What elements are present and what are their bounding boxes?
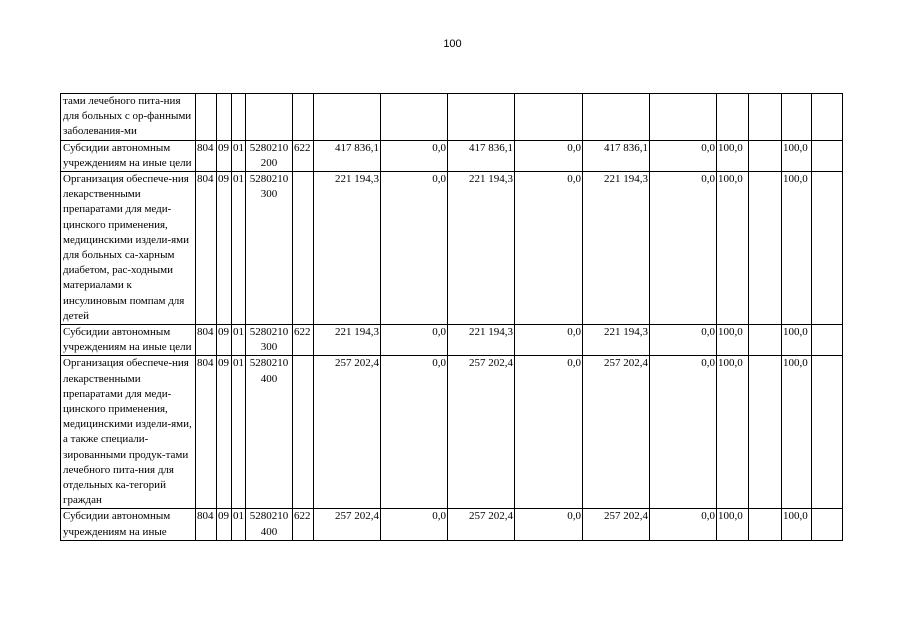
cell-amount-2: 0,0 xyxy=(381,325,448,356)
cell-ved: 804 xyxy=(196,325,217,356)
cell-empty xyxy=(812,509,843,540)
cell-rz: 09 xyxy=(217,172,232,325)
cell-amount-1: 257 202,4 xyxy=(314,509,381,540)
cell-amount-1: 221 194,3 xyxy=(314,325,381,356)
cell-empty xyxy=(749,172,782,325)
cell-amount-5: 221 194,3 xyxy=(583,325,650,356)
cell-amount-5: 221 194,3 xyxy=(583,172,650,325)
cell-vr: 622 xyxy=(293,509,314,540)
cell-amount-3: 417 836,1 xyxy=(448,140,515,171)
cell-amount-6 xyxy=(650,94,717,141)
cell-rz: 09 xyxy=(217,140,232,171)
cell-percent-1: 100,0 xyxy=(717,509,749,540)
cell-amount-6: 0,0 xyxy=(650,140,717,171)
cell-empty xyxy=(749,140,782,171)
cell-amount-2: 0,0 xyxy=(381,140,448,171)
cell-percent-1 xyxy=(717,94,749,141)
cell-pr: 01 xyxy=(232,172,246,325)
cell-empty xyxy=(812,172,843,325)
cell-pr: 01 xyxy=(232,356,246,509)
cell-percent-2: 100,0 xyxy=(782,172,812,325)
page-number: 100 xyxy=(443,38,462,50)
cell-amount-2: 0,0 xyxy=(381,509,448,540)
cell-vr xyxy=(293,94,314,141)
cell-pr: 01 xyxy=(232,325,246,356)
table-row xyxy=(61,509,843,540)
cell-amount-3: 221 194,3 xyxy=(448,325,515,356)
table-row xyxy=(61,172,843,325)
cell-amount-1: 221 194,3 xyxy=(314,172,381,325)
cell-ved: 804 xyxy=(196,140,217,171)
cell-amount-4: 0,0 xyxy=(515,172,583,325)
cell-empty xyxy=(749,509,782,540)
cell-csr: 5280210 400 xyxy=(246,509,293,540)
cell-ved: 804 xyxy=(196,509,217,540)
cell-name: Организация обеспече-ния лекарственными препаратами для меди-цинского применения, медицинскими издели-ями для больных са-харным диабетом, рас-ходными материалами к инсулиновым помпам для детей xyxy=(61,172,196,325)
cell-ved xyxy=(196,94,217,141)
table-row xyxy=(61,325,843,356)
cell-rz: 09 xyxy=(217,325,232,356)
cell-amount-5 xyxy=(583,94,650,141)
cell-name: тами лечебного пита-ния для больных с ор-фанными заболевания-ми xyxy=(61,94,196,141)
cell-percent-2: 100,0 xyxy=(782,509,812,540)
table-body xyxy=(61,94,843,541)
cell-percent-2 xyxy=(782,94,812,141)
cell-rz xyxy=(217,94,232,141)
cell-name: Субсидии автономным учреждениям на иные цели xyxy=(61,140,196,171)
cell-empty xyxy=(812,94,843,141)
cell-amount-6: 0,0 xyxy=(650,172,717,325)
cell-empty xyxy=(812,140,843,171)
cell-vr: 622 xyxy=(293,140,314,171)
cell-amount-3: 257 202,4 xyxy=(448,356,515,509)
cell-amount-5: 257 202,4 xyxy=(583,509,650,540)
cell-percent-1: 100,0 xyxy=(717,140,749,171)
cell-amount-1: 417 836,1 xyxy=(314,140,381,171)
cell-empty xyxy=(812,325,843,356)
cell-csr: 5280210 300 xyxy=(246,172,293,325)
cell-pr xyxy=(232,94,246,141)
cell-name: Субсидии автономным учреждениям на иные цели xyxy=(61,325,196,356)
cell-amount-4 xyxy=(515,94,583,141)
cell-amount-3: 221 194,3 xyxy=(448,172,515,325)
cell-amount-3: 257 202,4 xyxy=(448,509,515,540)
cell-percent-1: 100,0 xyxy=(717,356,749,509)
cell-amount-6: 0,0 xyxy=(650,356,717,509)
cell-empty xyxy=(749,356,782,509)
cell-amount-4: 0,0 xyxy=(515,509,583,540)
cell-vr: 622 xyxy=(293,325,314,356)
cell-amount-5: 257 202,4 xyxy=(583,356,650,509)
cell-amount-3 xyxy=(448,94,515,141)
cell-name: Организация обеспече-ния лекарственными препаратами для меди-цинского применения, медицинскими издели-ями, а также специали-зированными продук-тами лечебного пита-ния для отдельных ка-тегорий граждан xyxy=(61,356,196,509)
cell-amount-2 xyxy=(381,94,448,141)
cell-ved: 804 xyxy=(196,356,217,509)
cell-percent-1: 100,0 xyxy=(717,172,749,325)
cell-amount-1: 257 202,4 xyxy=(314,356,381,509)
cell-ved: 804 xyxy=(196,172,217,325)
cell-pr: 01 xyxy=(232,140,246,171)
cell-percent-2: 100,0 xyxy=(782,356,812,509)
cell-amount-4: 0,0 xyxy=(515,325,583,356)
cell-percent-2: 100,0 xyxy=(782,140,812,171)
cell-name: Субсидии автономным учреждениям на иные xyxy=(61,509,196,540)
cell-amount-6: 0,0 xyxy=(650,509,717,540)
cell-amount-4: 0,0 xyxy=(515,140,583,171)
cell-vr xyxy=(293,172,314,325)
budget-table xyxy=(60,93,843,541)
cell-percent-2: 100,0 xyxy=(782,325,812,356)
cell-csr: 5280210 300 xyxy=(246,325,293,356)
cell-amount-1 xyxy=(314,94,381,141)
table-row xyxy=(61,140,843,171)
cell-amount-6: 0,0 xyxy=(650,325,717,356)
cell-vr xyxy=(293,356,314,509)
cell-rz: 09 xyxy=(217,509,232,540)
cell-empty xyxy=(749,94,782,141)
table-row xyxy=(61,94,843,141)
cell-amount-2: 0,0 xyxy=(381,172,448,325)
cell-csr: 5280210 400 xyxy=(246,356,293,509)
cell-amount-4: 0,0 xyxy=(515,356,583,509)
cell-amount-2: 0,0 xyxy=(381,356,448,509)
cell-empty xyxy=(749,325,782,356)
table-row xyxy=(61,356,843,509)
cell-csr: 5280210 200 xyxy=(246,140,293,171)
cell-percent-1: 100,0 xyxy=(717,325,749,356)
cell-csr xyxy=(246,94,293,141)
cell-pr: 01 xyxy=(232,509,246,540)
cell-amount-5: 417 836,1 xyxy=(583,140,650,171)
cell-empty xyxy=(812,356,843,509)
cell-rz: 09 xyxy=(217,356,232,509)
